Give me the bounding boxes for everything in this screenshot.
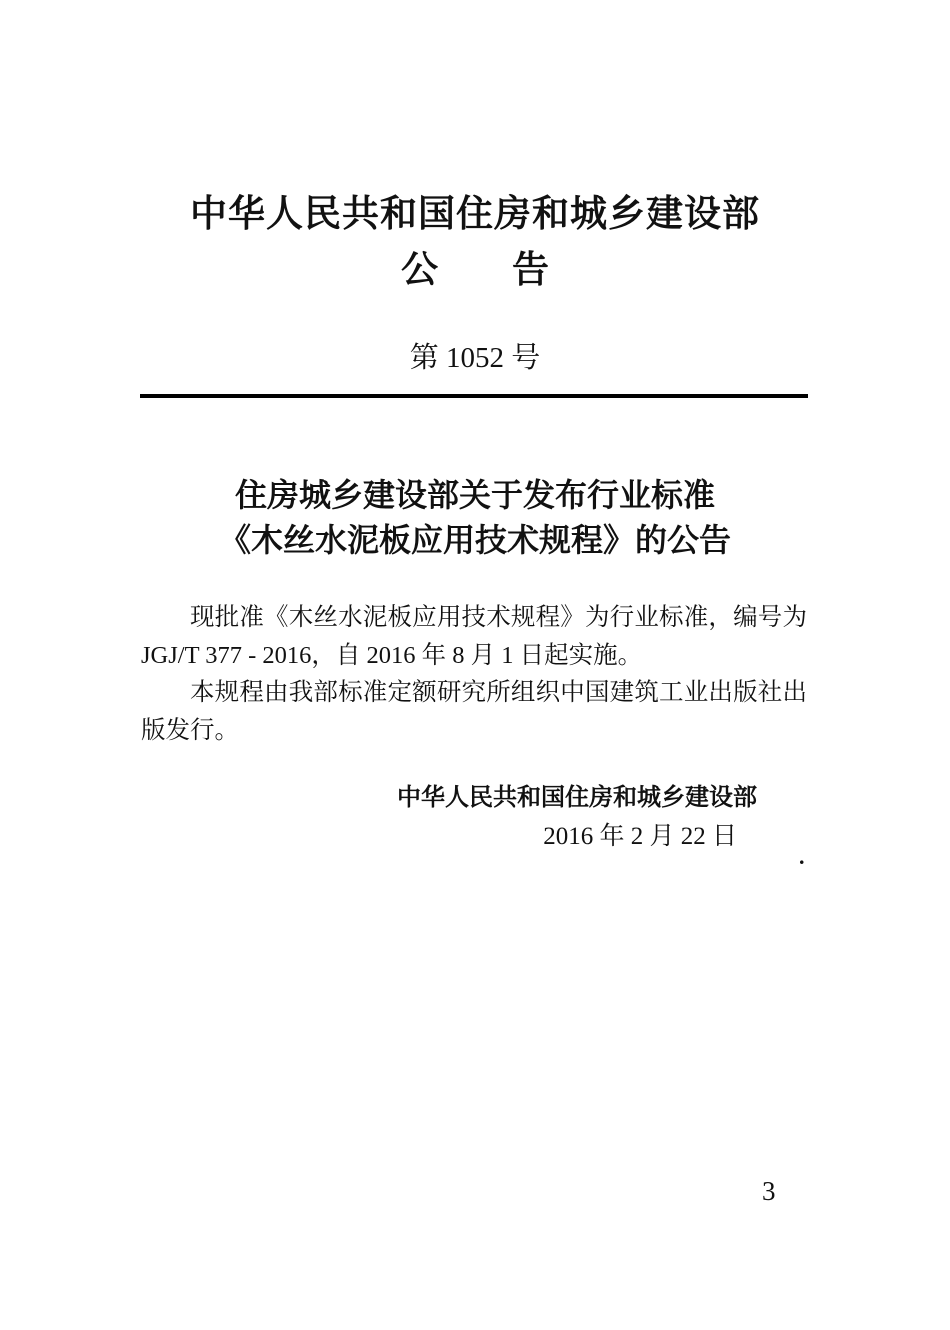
signature-organization: 中华人民共和国住房和城乡建设部 xyxy=(397,784,757,811)
body-paragraph-2: 本规程由我部标准定额研究所组织中国建筑工业出版社出版发行。 xyxy=(141,679,807,744)
announcement-heading-line1: 住房城乡建设部关于发布行业标准 xyxy=(234,477,715,513)
body-paragraph-1: 现批准《木丝水泥板应用技术规程》为行业标准，编号为 JGJ/T 377 - 2016，自 2016 年 8 月 1 日起实施。 xyxy=(141,604,807,669)
announcement-heading xyxy=(0,473,950,563)
signature-date: 2016 年 2 月 22 日 xyxy=(543,823,737,850)
announcement-body xyxy=(141,599,807,749)
ministry-title-block xyxy=(0,193,950,293)
announcement-heading-line2: 《木丝水泥板应用技术规程》的公告 xyxy=(218,522,731,558)
stray-scan-mark: . xyxy=(799,844,805,869)
announcement-word: 公 告 xyxy=(401,250,549,291)
document-number: 第 1052 号 xyxy=(409,342,541,374)
horizontal-rule xyxy=(140,394,808,398)
ministry-title: 中华人民共和国住房和城乡建设部 xyxy=(190,194,760,235)
signature-block xyxy=(141,783,807,853)
page-number: 3 xyxy=(762,1176,776,1206)
